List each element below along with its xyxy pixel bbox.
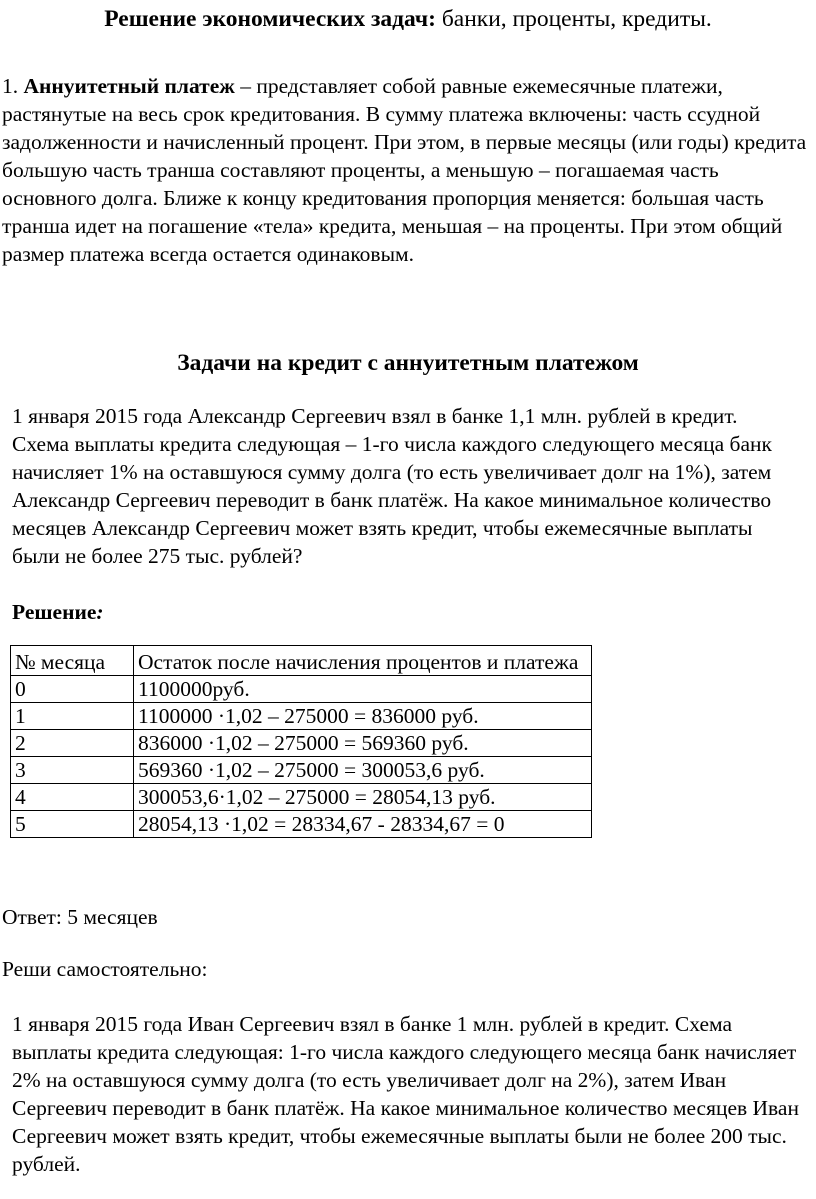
intro-paragraph <box>2 72 814 268</box>
table-header-cell: № месяца <box>11 646 134 676</box>
table-row <box>11 784 592 811</box>
table-header-row <box>11 646 592 676</box>
table-cell-balance: 569360 ·1,02 – 275000 = 300053,6 руб. <box>134 757 592 784</box>
problem-statement: 1 января 2015 года Александр Сергеевич взял в банке 1,1 млн. рублей в кредит. Схема выплаты кредита следующая – 1-го числа каждого следующего месяца банк начисляет 1% на оставшуюся сумму долга (то есть увеличивает долг на 1%), затем Александр Сергеевич переводит в банк платёж. На какое минимальное количество месяцев Александр Сергеевич может взять кредит, чтобы ежемесячные выплаты были не более 275 тыс. рублей? <box>12 404 772 568</box>
page-title-rest: банки, проценты, кредиты. <box>435 6 712 32</box>
table-cell-balance: 836000 ·1,02 – 275000 = 569360 руб. <box>134 730 592 757</box>
self-study-task: 1 января 2015 года Иван Сергеевич взял в банке 1 млн. рублей в кредит. Схема выплаты кредита следующая: 1-го числа каждого следующего месяца банк начисляет 2% на оставшуюся сумму долга (то есть увеличивает долг на 2%), затем Иван Сергеевич переводит в банк платёж. На какое минимальное количество месяцев Иван Сергеевич может взять кредит, чтобы ежемесячные выплаты были не более 200 тыс. рублей. <box>12 1012 799 1176</box>
solution-label-colon: : <box>96 600 104 624</box>
table-cell-month: 2 <box>11 730 134 757</box>
table-cell-month: 1 <box>11 703 134 730</box>
table-row <box>11 757 592 784</box>
table-row <box>11 730 592 757</box>
table-cell-month: 3 <box>11 757 134 784</box>
table-cell-month: 5 <box>11 811 134 838</box>
table-cell-balance: 300053,6·1,02 – 275000 = 28054,13 руб. <box>134 784 592 811</box>
table-row <box>11 676 592 703</box>
answer-text: Ответ: 5 месяцев <box>2 905 158 929</box>
solution-label <box>12 598 104 626</box>
table-cell-balance: 1100000руб. <box>134 676 592 703</box>
table-row <box>11 811 592 838</box>
page-title <box>0 4 816 34</box>
table-row <box>11 703 592 730</box>
table-header-cell: Остаток после начисления процентов и платежа <box>134 646 592 676</box>
solution-table <box>10 645 592 838</box>
solution-label-word: Решение <box>12 600 97 624</box>
table-cell-month: 0 <box>11 676 134 703</box>
intro-text: – представляет собой равные ежемесячные платежи, растянутые на весь срок кредитования. В сумму платежа включены: часть ссудной задолженности и начисленный процент. При этом, в первые месяцы (или годы) кредита большую часть транша составляют проценты, а меньшую – погашаемая часть основного долга. Ближе к концу кредитования пропорция меняется: большая часть транша идет на погашение «тела» кредита, меньшая – на проценты. При этом общий размер платежа всегда остается одинаковым. <box>2 74 807 266</box>
intro-term: Аннуитетный платеж <box>23 74 235 98</box>
table-cell-balance: 28054,13 ·1,02 = 28334,67 - 28334,67 = 0 <box>134 811 592 838</box>
section-heading: Задачи на кредит с аннуитетным платежом <box>177 350 639 376</box>
table-cell-balance: 1100000 ·1,02 – 275000 = 836000 руб. <box>134 703 592 730</box>
page-title-bold: Решение экономических задач: <box>104 6 436 32</box>
self-study-label: Реши самостоятельно: <box>2 957 208 981</box>
intro-number: 1. <box>2 74 24 98</box>
table-cell-month: 4 <box>11 784 134 811</box>
